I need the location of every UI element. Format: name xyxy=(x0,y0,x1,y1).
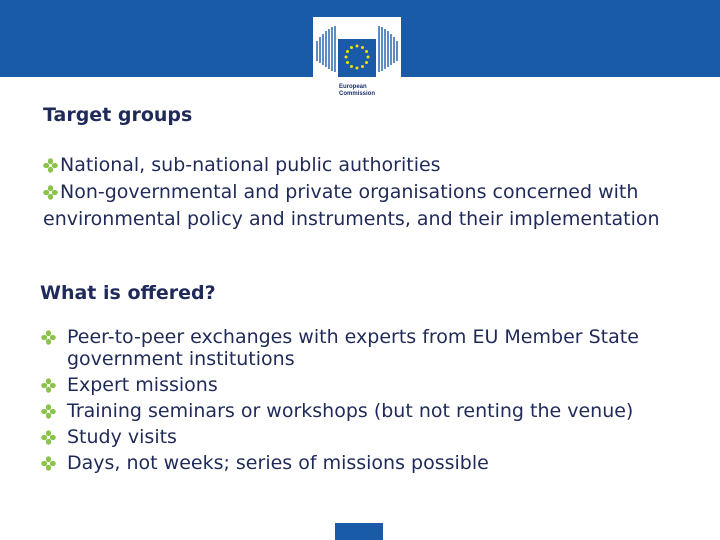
what-is-offered-heading: What is offered? xyxy=(40,282,216,304)
logo-text xyxy=(339,84,399,98)
logo-text-line1: European xyxy=(339,84,367,90)
list-item-text: Study visits xyxy=(67,426,177,448)
list-item-text: Non-governmental and private organisations concerned with environmental policy and instruments, and their implementation xyxy=(43,181,660,230)
list-item-text: Training seminars or workshops (but not renting the venue) xyxy=(67,400,634,422)
list-item xyxy=(41,374,701,396)
bottom-accent-bar xyxy=(335,523,383,540)
offered-list xyxy=(41,326,701,478)
diamond-bullet-icon xyxy=(41,326,67,348)
list-item-text: Expert missions xyxy=(67,374,218,396)
list-item-text: Peer-to-peer exchanges with experts from EU Member State government institutions xyxy=(67,326,639,370)
list-item-text: National, sub-national public authorities xyxy=(60,154,441,176)
target-groups-heading: Target groups xyxy=(43,104,193,126)
diamond-bullet-icon xyxy=(41,452,67,474)
list-item xyxy=(41,426,701,448)
list-item xyxy=(41,452,701,474)
list-item-text: Days, not weeks; series of missions possible xyxy=(67,452,489,474)
diamond-bullet-icon xyxy=(41,400,67,422)
diamond-bullet-icon xyxy=(41,426,67,448)
target-groups-list xyxy=(43,152,693,233)
diamond-bullet-icon xyxy=(41,374,67,396)
commission-building-icon xyxy=(313,17,401,83)
list-item xyxy=(43,179,693,233)
diamond-bullet-icon xyxy=(43,179,58,206)
diamond-bullet-icon xyxy=(43,152,58,179)
european-commission-logo xyxy=(313,17,401,105)
list-item xyxy=(41,400,701,422)
list-item xyxy=(43,152,693,179)
logo-text-line2: Commission xyxy=(339,91,376,97)
list-item xyxy=(41,326,701,370)
